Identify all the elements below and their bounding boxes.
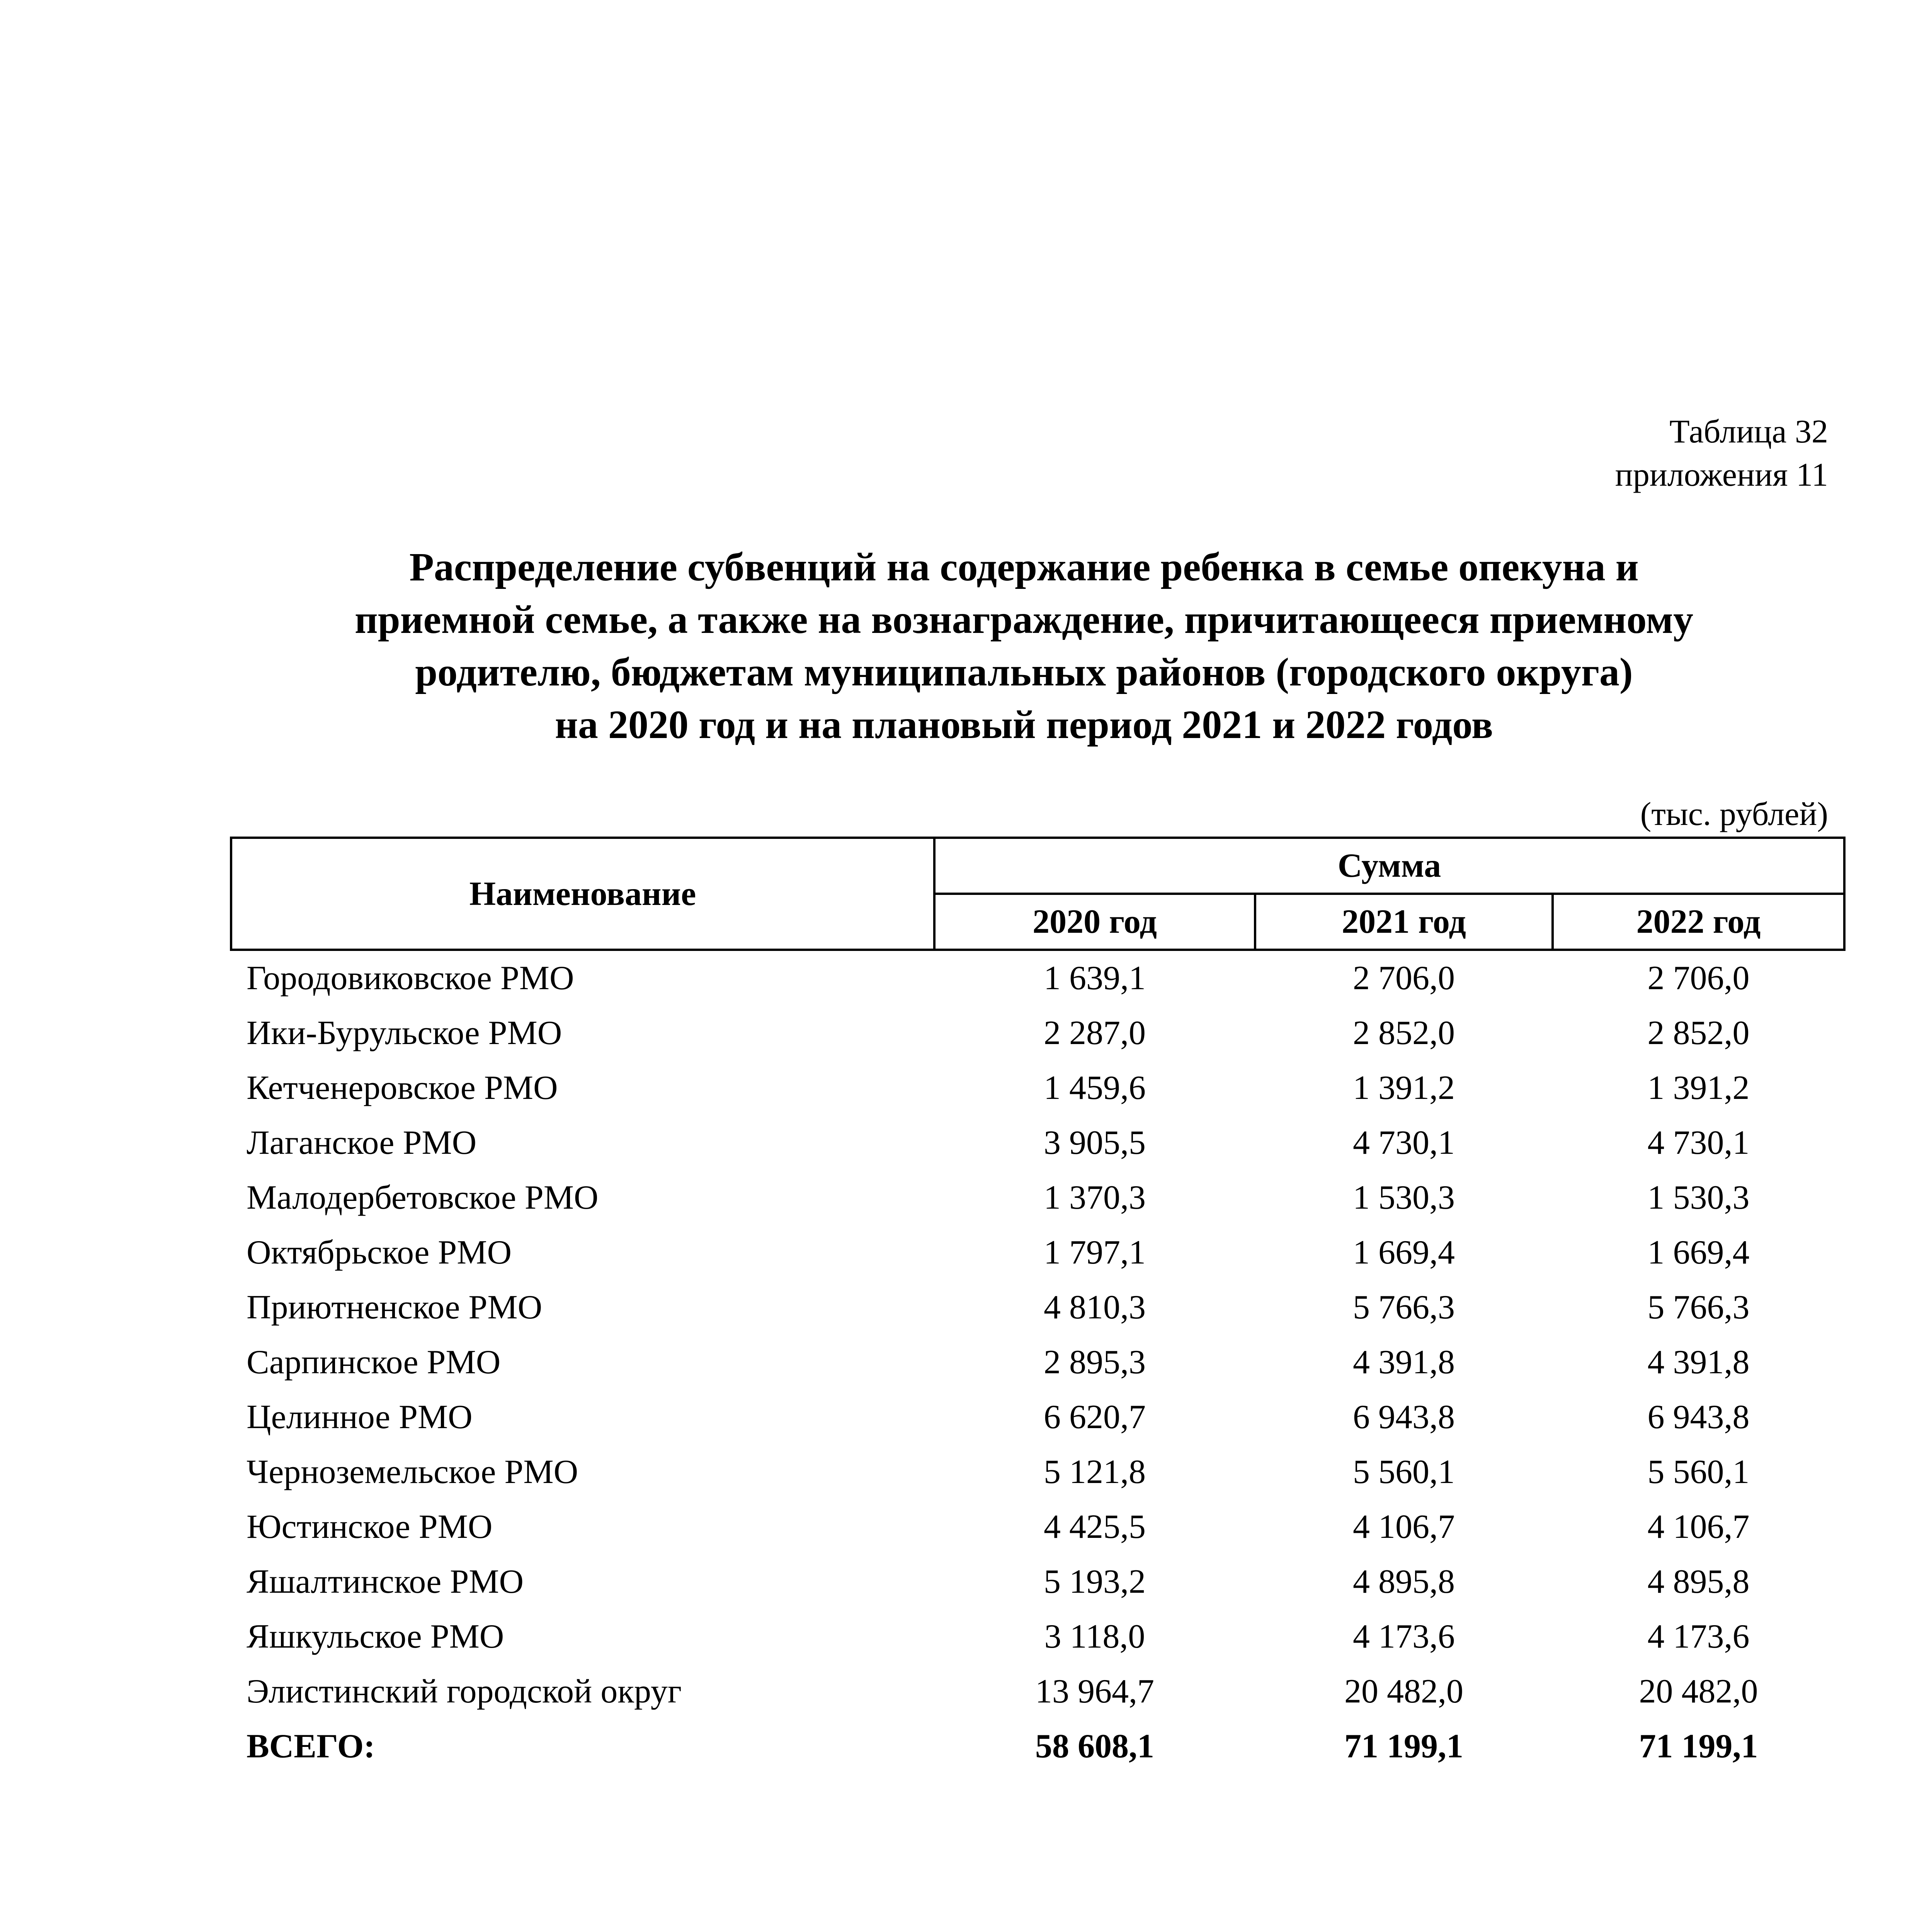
table32-appendix: приложения 11 bbox=[1615, 456, 1828, 493]
cell-2022: 4 106,7 bbox=[1647, 1508, 1750, 1546]
cell-2021: 5 560,1 bbox=[1353, 1453, 1455, 1491]
cell-name: Юстинское РМО bbox=[247, 1508, 493, 1546]
cell-2021: 71 199,1 bbox=[1344, 1728, 1463, 1765]
cell-2020: 2 287,0 bbox=[1044, 1014, 1146, 1052]
table-row bbox=[231, 1390, 1844, 1445]
cell-name: Черноземельское РМО bbox=[247, 1453, 578, 1491]
cell-2022: 4 895,8 bbox=[1647, 1563, 1750, 1600]
table32-number-block bbox=[1615, 410, 1828, 496]
cell-name: Кетченеровское РМО bbox=[247, 1069, 558, 1107]
table-row bbox=[231, 1006, 1844, 1061]
table-row bbox=[231, 1225, 1844, 1280]
cell-2020: 3 118,0 bbox=[1044, 1618, 1145, 1655]
cell-2021: 1 530,3 bbox=[1353, 1179, 1455, 1216]
cell-2021: 1 669,4 bbox=[1353, 1234, 1455, 1271]
cell-2022: 2 852,0 bbox=[1647, 1014, 1750, 1052]
table32-title bbox=[193, 541, 1855, 751]
cell-2020: 5 121,8 bbox=[1044, 1453, 1146, 1491]
cell-2022: 20 482,0 bbox=[1639, 1673, 1758, 1710]
column-header-2022: 2022 год bbox=[1553, 894, 1844, 950]
table32 bbox=[230, 837, 1846, 1774]
cell-2022: 71 199,1 bbox=[1639, 1728, 1758, 1765]
table-row bbox=[231, 950, 1844, 1006]
cell-2022: 4 173,6 bbox=[1647, 1618, 1750, 1655]
cell-2021: 1 391,2 bbox=[1353, 1069, 1455, 1107]
cell-name: Яшкульское РМО bbox=[247, 1618, 504, 1655]
table32-title-line: на 2020 год и на плановый период 2021 и 2022 годов bbox=[555, 702, 1493, 747]
cell-2021: 2 706,0 bbox=[1353, 959, 1455, 997]
cell-name: Яшалтинское РМО bbox=[247, 1563, 524, 1600]
cell-2022: 4 391,8 bbox=[1647, 1344, 1750, 1381]
cell-2022: 5 766,3 bbox=[1647, 1289, 1750, 1326]
cell-name: Элистинский городской округ bbox=[247, 1673, 682, 1710]
cell-2020: 2 895,3 bbox=[1044, 1344, 1146, 1381]
table32-number: Таблица 32 bbox=[1669, 413, 1828, 450]
cell-2020: 6 620,7 bbox=[1044, 1398, 1146, 1436]
cell-2022: 6 943,8 bbox=[1647, 1398, 1750, 1436]
cell-2021: 2 852,0 bbox=[1353, 1014, 1455, 1052]
cell-name: ВСЕГО: bbox=[247, 1728, 375, 1765]
table-row bbox=[231, 1664, 1844, 1719]
cell-2020: 1 639,1 bbox=[1044, 959, 1146, 997]
cell-2022: 4 730,1 bbox=[1647, 1124, 1750, 1162]
cell-2022: 1 530,3 bbox=[1647, 1179, 1750, 1216]
cell-2020: 5 193,2 bbox=[1044, 1563, 1146, 1600]
cell-2022: 5 560,1 bbox=[1647, 1453, 1750, 1491]
total-row bbox=[231, 1719, 1844, 1774]
cell-2020: 1 459,6 bbox=[1044, 1069, 1146, 1107]
cell-2020: 13 964,7 bbox=[1035, 1673, 1154, 1710]
cell-name: Лаганское РМО bbox=[247, 1124, 477, 1162]
cell-2020: 58 608,1 bbox=[1035, 1728, 1154, 1765]
table-row bbox=[231, 1500, 1844, 1554]
cell-name: Приютненское РМО bbox=[247, 1289, 543, 1326]
column-header-2021: 2021 год bbox=[1255, 894, 1553, 950]
cell-2022: 1 391,2 bbox=[1647, 1069, 1750, 1107]
table32-title-line: родителю, бюджетам муниципальных районов (городского округа) bbox=[415, 650, 1633, 694]
cell-2021: 4 730,1 bbox=[1353, 1124, 1455, 1162]
table-row bbox=[231, 1609, 1844, 1664]
cell-2021: 20 482,0 bbox=[1344, 1673, 1463, 1710]
cell-name: Сарпинское РМО bbox=[247, 1344, 501, 1381]
table-row bbox=[231, 1554, 1844, 1609]
table32-title-line: приемной семье, а также на вознаграждение, причитающееся приемному bbox=[354, 597, 1694, 642]
cell-2020: 4 425,5 bbox=[1044, 1508, 1146, 1546]
table-row bbox=[231, 1445, 1844, 1500]
cell-2022: 1 669,4 bbox=[1647, 1234, 1750, 1271]
column-header-2020: 2020 год bbox=[934, 894, 1255, 950]
cell-2021: 5 766,3 bbox=[1353, 1289, 1455, 1326]
cell-2021: 6 943,8 bbox=[1353, 1398, 1455, 1436]
cell-2020: 1 797,1 bbox=[1044, 1234, 1146, 1271]
cell-name: Малодербетовское РМО bbox=[247, 1179, 599, 1216]
cell-2022: 2 706,0 bbox=[1647, 959, 1750, 997]
column-header-name: Наименование bbox=[231, 838, 934, 950]
table-row bbox=[231, 1280, 1844, 1335]
table-row bbox=[231, 1170, 1844, 1225]
cell-2021: 4 106,7 bbox=[1353, 1508, 1455, 1546]
table-row bbox=[231, 1116, 1844, 1170]
table-row bbox=[231, 1061, 1844, 1116]
cell-2021: 4 391,8 bbox=[1353, 1344, 1455, 1381]
table-row bbox=[231, 1335, 1844, 1390]
column-header-sum: Сумма bbox=[934, 838, 1844, 894]
cell-2021: 4 895,8 bbox=[1353, 1563, 1455, 1600]
cell-2020: 1 370,3 bbox=[1044, 1179, 1146, 1216]
cell-2020: 3 905,5 bbox=[1044, 1124, 1146, 1162]
table32-title-line: Распределение субвенций на содержание ребенка в семье опекуна и bbox=[409, 545, 1639, 589]
cell-name: Городовиковское РМО bbox=[247, 959, 574, 997]
cell-2020: 4 810,3 bbox=[1044, 1289, 1146, 1326]
cell-name: Ики-Бурульское РМО bbox=[247, 1014, 562, 1052]
cell-name: Целинное РМО bbox=[247, 1398, 473, 1436]
table32-units: (тыс. рублей) bbox=[1640, 795, 1828, 832]
cell-2021: 4 173,6 bbox=[1353, 1618, 1455, 1655]
cell-name: Октябрьское РМО bbox=[247, 1234, 512, 1271]
